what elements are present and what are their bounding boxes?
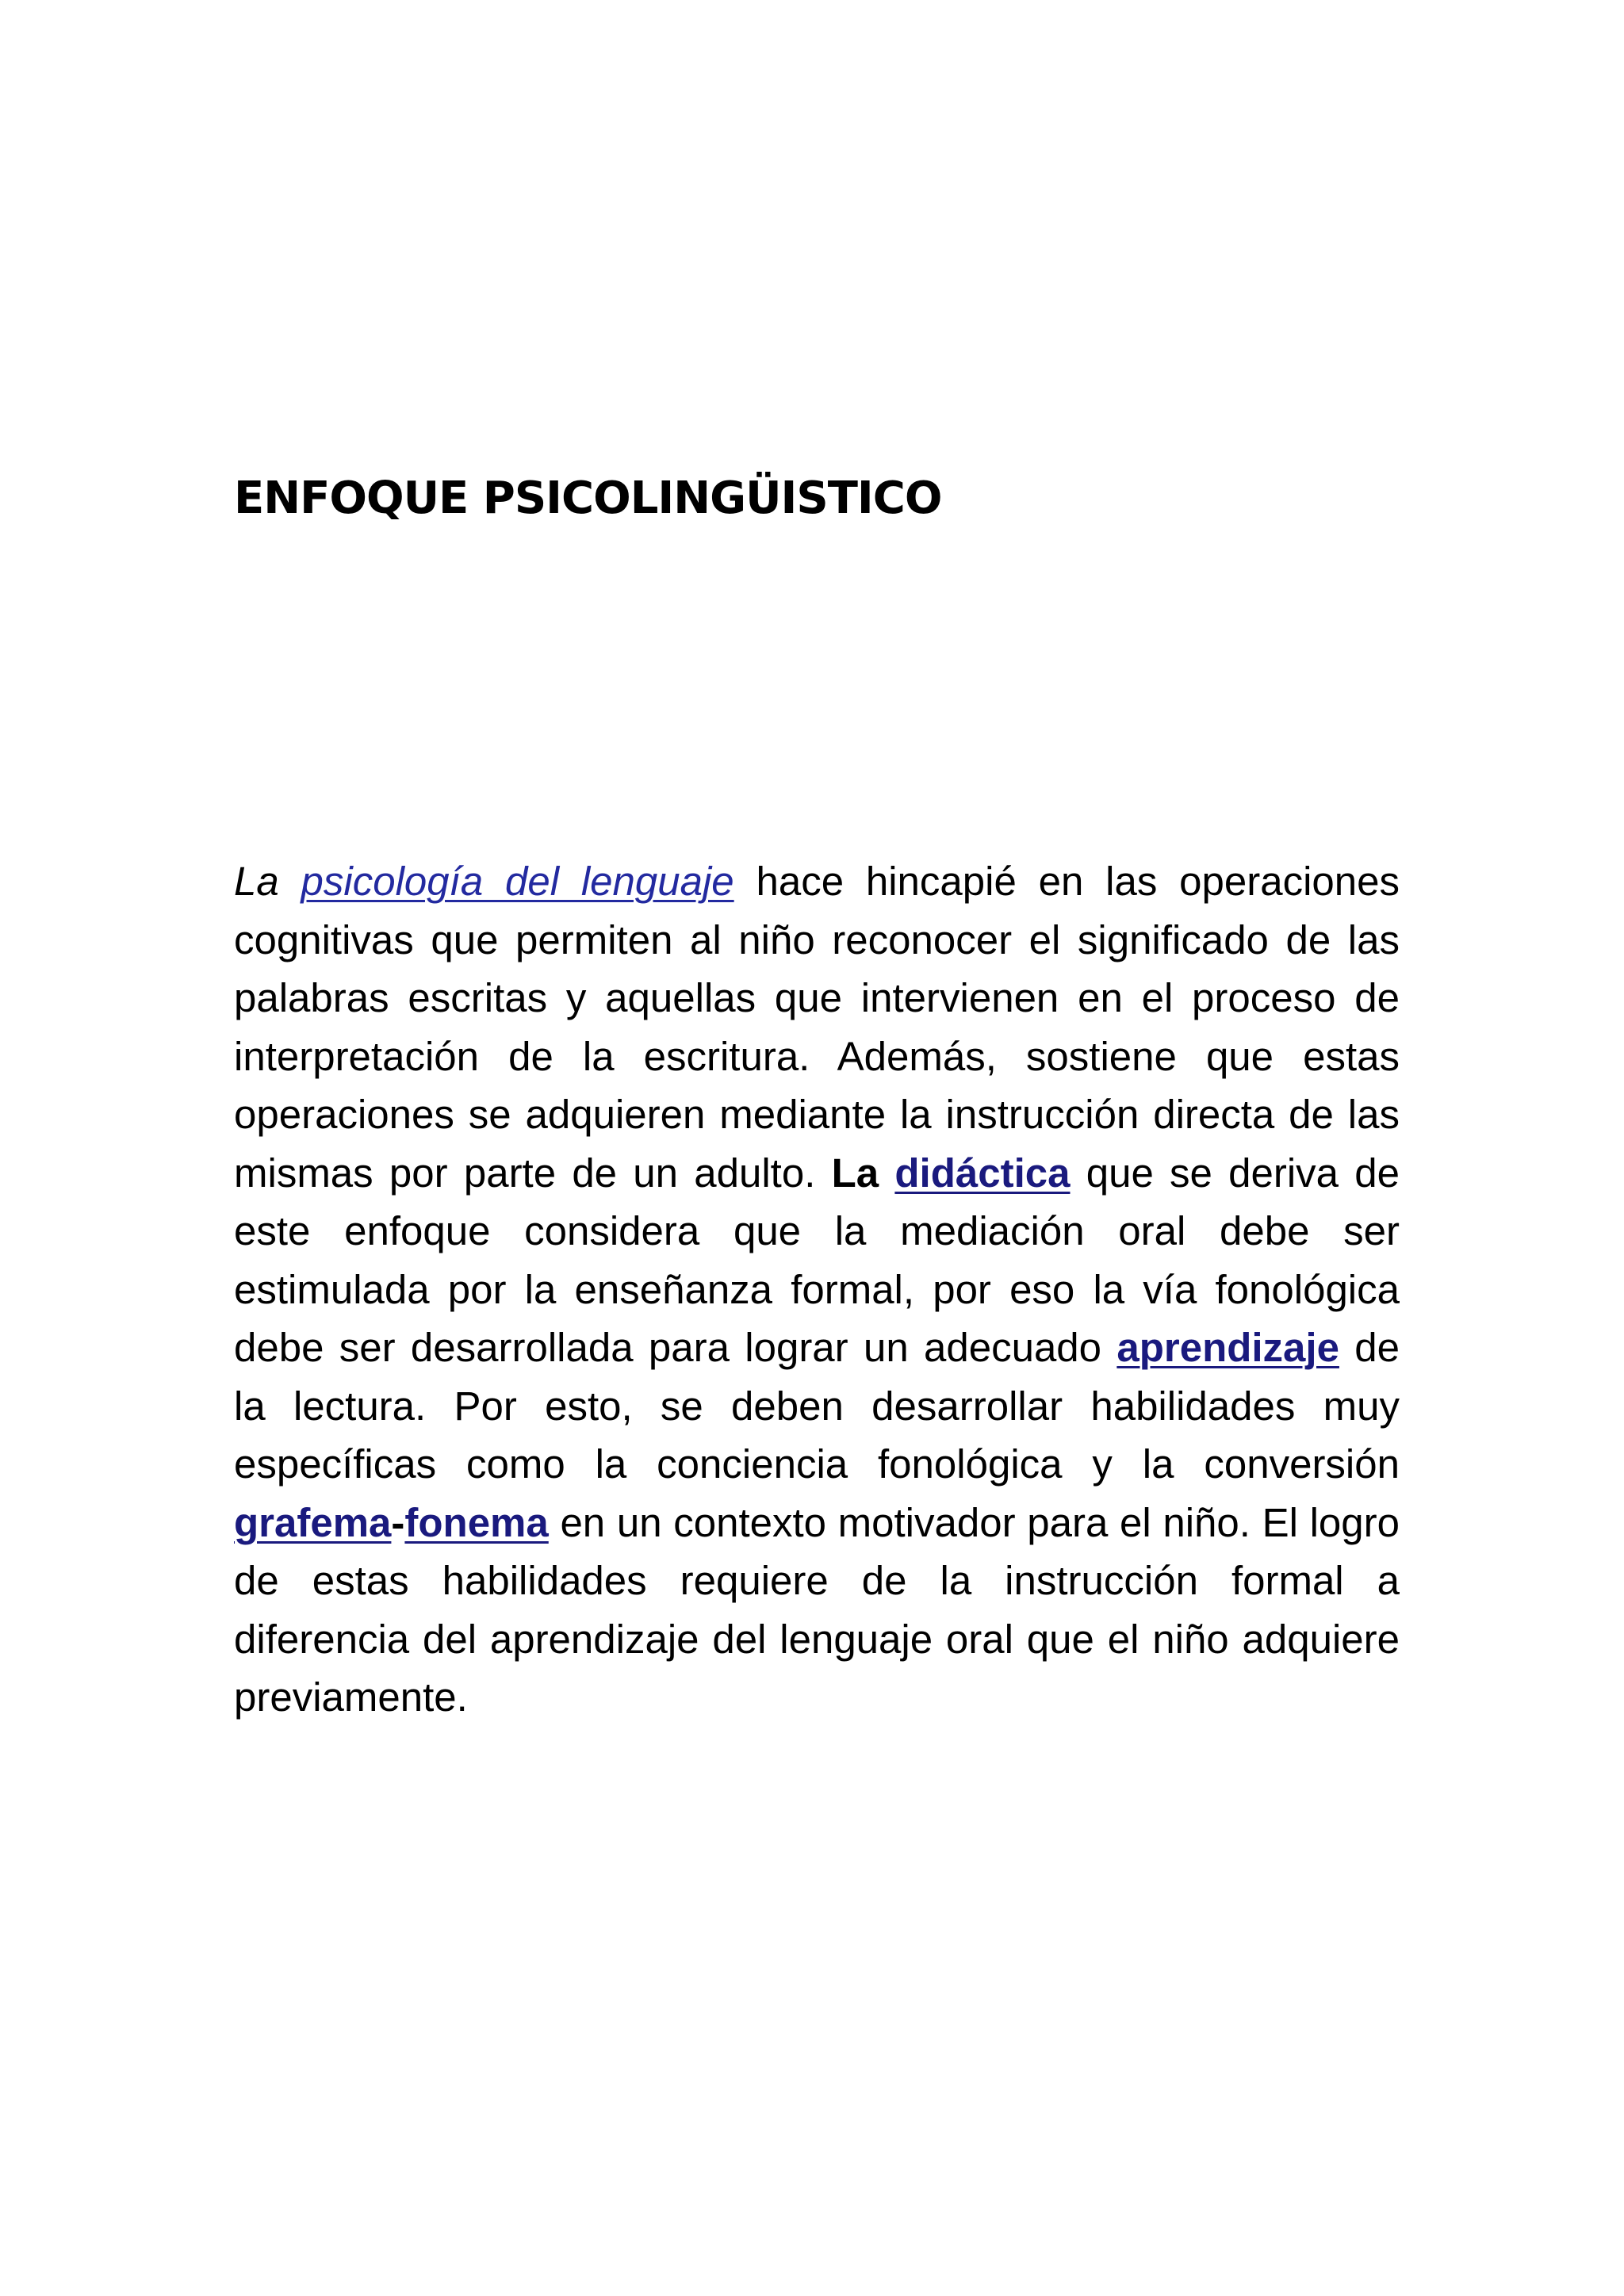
paragraph-text-3: de la lectura. Por esto, se deben desarrollar habilidades muy específicas como la conciencia fonológica y la conversión	[234, 1325, 1400, 1487]
paragraph-text-1: hace hincapié en las operaciones cognitivas que permiten al niño reconocer el significado de las palabras escritas y aquellas que intervienen en el proceso de interpretación de la escritura. Además, sostiene que estas operaciones se adquieren mediante la instrucción directa de las mismas por parte de un adulto.	[234, 859, 1400, 1196]
link-psicologia-del-lenguaje[interactable]: psicología del lenguaje	[301, 859, 734, 904]
intro-word: La	[234, 859, 279, 904]
link-fonema[interactable]: fonema	[404, 1499, 549, 1545]
link-aprendizaje[interactable]: aprendizaje	[1116, 1325, 1339, 1370]
body-paragraph	[234, 852, 1400, 1727]
paragraph-text-4: en un contexto motivador para el niño. El logro de estas habilidades requiere de la instrucción formal a diferencia del aprendizaje del lenguaje oral que el niño adquiere previamente.	[234, 1499, 1400, 1720]
link-didactica[interactable]: didáctica	[894, 1150, 1071, 1196]
bold-la: La	[831, 1150, 879, 1196]
hyphen: -	[391, 1499, 405, 1545]
link-grafema[interactable]: grafema	[234, 1499, 392, 1545]
page-title: ENFOQUE PSICOLINGÜISTICO	[234, 473, 942, 524]
paragraph-text-2: que se deriva de este enfoque considera que la mediación oral debe ser estimulada por la enseñanza formal, por eso la vía fonológica debe ser desarrollada para lograr un adecuado	[234, 1150, 1400, 1370]
